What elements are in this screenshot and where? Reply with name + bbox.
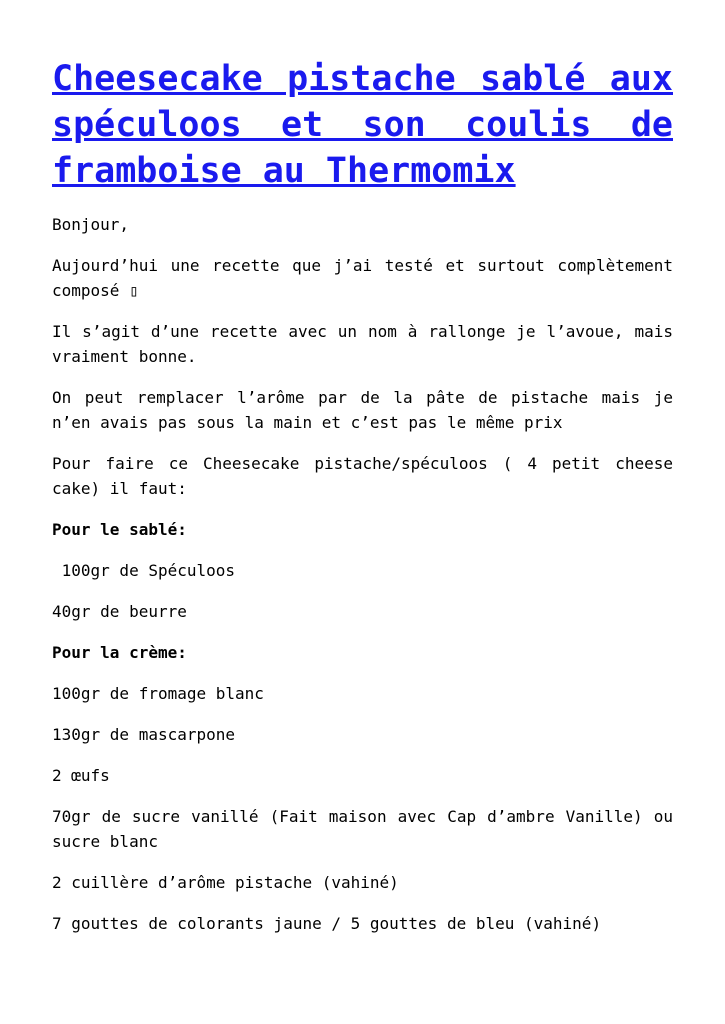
paragraph-name-note: Il s’agit d’une recette avec un nom à rallonge je l’avoue, mais vraiment bonne. — [52, 322, 673, 366]
ingredient-beurre: 40gr de beurre — [52, 602, 187, 621]
heading-creme: Pour la crème: — [52, 643, 187, 662]
ingredient-arome: 2 cuillère d’arôme pistache (vahiné) — [52, 873, 399, 892]
article-body — [52, 212, 673, 936]
ingredient-colorants: 7 gouttes de colorants jaune / 5 gouttes de bleu (vahiné) — [52, 914, 602, 933]
ingredient-oeufs: 2 œufs — [52, 766, 110, 785]
paragraph-ingredients-intro: Pour faire ce Cheesecake pistache/spéculoos ( 4 petit cheese cake) il faut: — [52, 454, 673, 498]
ingredient-sucre: 70gr de sucre vanillé (Fait maison avec Cap d’ambre Vanille) ou sucre blanc — [52, 807, 673, 851]
heading-sable: Pour le sablé: — [52, 520, 187, 539]
article-title — [52, 56, 673, 194]
ingredient-speculoos: 100gr de Spéculoos — [52, 561, 236, 580]
paragraph-intro: Aujourd’hui une recette que j’ai testé et surtout complètement composé ▯ — [52, 256, 673, 300]
article — [52, 56, 673, 952]
ingredient-fromage-blanc: 100gr de fromage blanc — [52, 684, 264, 703]
paragraph-aroma-note: On peut remplacer l’arôme par de la pâte de pistache mais je n’en avais pas sous la main et c’est pas le même prix — [52, 388, 673, 432]
article-title-link[interactable]: Cheesecake pistache sablé aux spéculoos et son coulis de framboise au Thermomix — [52, 59, 673, 191]
paragraph-greeting: Bonjour, — [52, 215, 130, 234]
ingredient-mascarpone: 130gr de mascarpone — [52, 725, 236, 744]
